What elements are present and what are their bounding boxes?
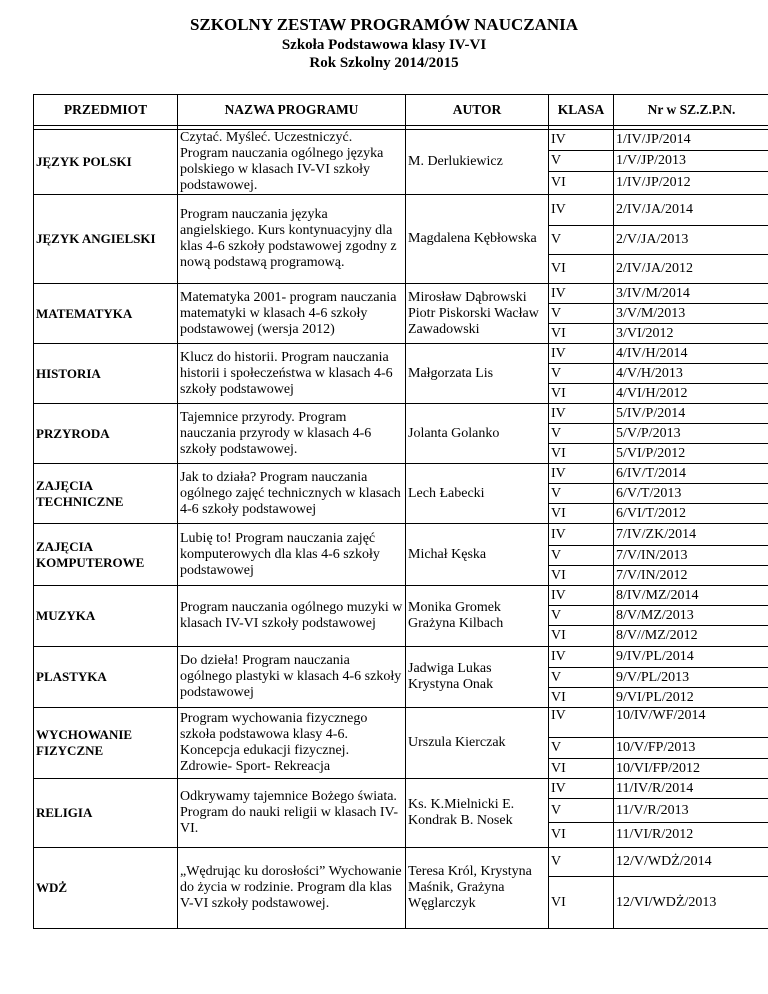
author-cell: Małgorzata Lis: [406, 344, 549, 404]
program-number-cell: 8/V/MZ/2013: [614, 606, 768, 626]
klasa-cell: V: [549, 364, 614, 384]
program-cell: Tajemnice przyrody. Program nauczania przyrody w klasach 4-6 szkoły podstawowej.: [178, 404, 406, 464]
klasa-cell: VI: [549, 626, 614, 647]
program-number-cell: 2/IV/JA/2014: [614, 195, 768, 226]
program-number-cell: 8/V//MZ/2012: [614, 626, 768, 647]
table-row: [34, 195, 768, 226]
program-cell: Odkrywamy tajemnice Bożego świata. Program do nauki religii w klasach IV-VI.: [178, 779, 406, 848]
klasa-cell: VI: [549, 255, 614, 284]
program-number-cell: 7/V/IN/2012: [614, 566, 768, 586]
author-cell: Urszula Kierczak: [406, 708, 549, 779]
subject-cell: JĘZYK ANGIELSKI: [34, 195, 178, 284]
program-cell: Jak to działa? Program nauczania ogólnego zajęć technicznych w klasach 4-6 szkoły podstawowej: [178, 464, 406, 524]
program-cell: Do dzieła! Program nauczania ogólnego plastyki w klasach 4-6 szkoły podstawowej: [178, 647, 406, 708]
program-number-cell: 1/V/JP/2013: [614, 150, 768, 171]
subject-cell: MUZYKA: [34, 586, 178, 647]
klasa-cell: V: [549, 546, 614, 566]
program-cell: Program nauczania ogólnego muzyki w klasach IV-VI szkoły podstawowej: [178, 586, 406, 647]
program-number-cell: 11/VI/R/2012: [614, 823, 768, 848]
klasa-cell: V: [549, 226, 614, 255]
klasa-cell: IV: [549, 130, 614, 151]
program-number-cell: 4/IV/H/2014: [614, 344, 768, 364]
klasa-cell: V: [549, 848, 614, 877]
klasa-cell: VI: [549, 384, 614, 404]
table-row: [34, 464, 768, 484]
table-row: [34, 708, 768, 738]
col-header-subject: PRZEDMIOT: [34, 95, 178, 126]
school-year: Rok Szkolny 2014/2015: [309, 55, 459, 71]
document-title: SZKOLNY ZESTAW PROGRAMÓW NAUCZANIA: [189, 15, 579, 34]
program-number-cell: 10/IV/WF/2014: [614, 708, 768, 738]
author-cell: Teresa Król, Krystyna Maśnik, Grażyna Węglarczyk: [406, 848, 549, 929]
klasa-cell: VI: [549, 504, 614, 524]
col-header-klasa: KLASA: [549, 95, 614, 126]
table-row: [34, 404, 768, 424]
author-cell: M. Derlukiewicz: [406, 130, 549, 195]
table-row: [34, 524, 768, 546]
program-number-cell: 7/IV/ZK/2014: [614, 524, 768, 546]
program-number-cell: 7/V/IN/2013: [614, 546, 768, 566]
table-body: [34, 126, 768, 929]
klasa-cell: V: [549, 799, 614, 823]
table-row: [34, 848, 768, 877]
klasa-cell: VI: [549, 444, 614, 464]
klasa-cell: IV: [549, 344, 614, 364]
subject-cell: ZAJĘCIA TECHNICZNE: [34, 464, 178, 524]
klasa-cell: IV: [549, 586, 614, 606]
subject-cell: ZAJĘCIA KOMPUTEROWE: [34, 524, 178, 586]
klasa-cell: VI: [549, 877, 614, 929]
klasa-cell: V: [549, 606, 614, 626]
subject-cell: RELIGIA: [34, 779, 178, 848]
program-number-cell: 12/V/WDŻ/2014: [614, 848, 768, 877]
program-cell: Program wychowania fizycznego szkoła podstawowa klasy 4-6. Koncepcja edukacji fizycznej. Zdrowie- Sport- Rekreacja: [178, 708, 406, 779]
author-cell: Lech Łabecki: [406, 464, 549, 524]
klasa-cell: IV: [549, 195, 614, 226]
klasa-cell: VI: [549, 823, 614, 848]
table-row: [34, 779, 768, 799]
programs-table: [33, 94, 768, 929]
author-cell: Jadwiga Lukas Krystyna Onak: [406, 647, 549, 708]
klasa-cell: VI: [549, 759, 614, 779]
program-number-cell: 4/V/H/2013: [614, 364, 768, 384]
program-number-cell: 8/IV/MZ/2014: [614, 586, 768, 606]
program-number-cell: 5/V/P/2013: [614, 424, 768, 444]
program-number-cell: 2/V/JA/2013: [614, 226, 768, 255]
klasa-cell: V: [549, 668, 614, 688]
klasa-cell: VI: [549, 171, 614, 194]
klasa-cell: IV: [549, 647, 614, 668]
table-row: [34, 284, 768, 304]
program-cell: „Wędrując ku dorosłości” Wychowanie do życia w rodzinie. Program dla klas V-VI szkoły podstawowej.: [178, 848, 406, 929]
subject-cell: PLASTYKA: [34, 647, 178, 708]
klasa-cell: IV: [549, 779, 614, 799]
program-number-cell: 10/VI/FP/2012: [614, 759, 768, 779]
klasa-cell: V: [549, 304, 614, 324]
program-cell: Czytać. Myśleć. Uczestniczyć. Program nauczania ogólnego języka polskiego w klasach IV-VI szkoły podstawowej.: [178, 130, 406, 195]
klasa-cell: V: [549, 150, 614, 171]
program-number-cell: 10/V/FP/2013: [614, 738, 768, 759]
program-number-cell: 9/VI/PL/2012: [614, 688, 768, 708]
klasa-cell: VI: [549, 566, 614, 586]
program-cell: Program nauczania języka angielskiego. Kurs kontynuacyjny dla klas 4-6 szkoły podstawowej zgodny z nową podstawą programową.: [178, 195, 406, 284]
klasa-cell: V: [549, 424, 614, 444]
klasa-cell: IV: [549, 708, 614, 738]
table-row: [34, 130, 768, 151]
program-cell: Lubię to! Program nauczania zajęć komputerowych dla klas 4-6 szkoły podstawowej: [178, 524, 406, 586]
program-number-cell: 6/IV/T/2014: [614, 464, 768, 484]
author-cell: Mirosław Dąbrowski Piotr Piskorski Wacław Zawadowski: [406, 284, 549, 344]
program-number-cell: 6/V/T/2013: [614, 484, 768, 504]
school-name: Szkoła Podstawowa klasy IV-VI: [281, 37, 487, 53]
program-number-cell: 9/IV/PL/2014: [614, 647, 768, 668]
program-number-cell: 3/VI/2012: [614, 324, 768, 344]
klasa-cell: IV: [549, 524, 614, 546]
subject-cell: PRZYRODA: [34, 404, 178, 464]
klasa-cell: IV: [549, 284, 614, 304]
author-cell: Michał Kęska: [406, 524, 549, 586]
document-header: [0, 10, 768, 72]
subject-cell: WYCHOWANIE FIZYCZNE: [34, 708, 178, 779]
program-number-cell: 4/VI/H/2012: [614, 384, 768, 404]
program-number-cell: 3/IV/M/2014: [614, 284, 768, 304]
program-number-cell: 2/IV/JA/2012: [614, 255, 768, 284]
klasa-cell: VI: [549, 688, 614, 708]
program-number-cell: 5/IV/P/2014: [614, 404, 768, 424]
col-header-program: NAZWA PROGRAMU: [178, 95, 406, 126]
col-header-author: AUTOR: [406, 95, 549, 126]
author-cell: Magdalena Kębłowska: [406, 195, 549, 284]
program-number-cell: 12/VI/WDŻ/2013: [614, 877, 768, 929]
table-row: [34, 344, 768, 364]
table-row: [34, 647, 768, 668]
subject-cell: HISTORIA: [34, 344, 178, 404]
klasa-cell: VI: [549, 324, 614, 344]
program-number-cell: 11/IV/R/2014: [614, 779, 768, 799]
program-number-cell: 1/IV/JP/2014: [614, 130, 768, 151]
col-header-nr: Nr w SZ.Z.P.N.: [614, 95, 768, 126]
subject-cell: MATEMATYKA: [34, 284, 178, 344]
klasa-cell: V: [549, 484, 614, 504]
program-number-cell: 6/VI/T/2012: [614, 504, 768, 524]
subject-cell: WDŻ: [34, 848, 178, 929]
subject-cell: JĘZYK POLSKI: [34, 130, 178, 195]
klasa-cell: V: [549, 738, 614, 759]
program-number-cell: 11/V/R/2013: [614, 799, 768, 823]
klasa-cell: IV: [549, 404, 614, 424]
table-header-row: [34, 95, 768, 126]
program-cell: Klucz do historii. Program nauczania historii i społeczeństwa w klasach 4-6 szkoły podstawowej: [178, 344, 406, 404]
author-cell: Ks. K.Mielnicki E. Kondrak B. Nosek: [406, 779, 549, 848]
table-row: [34, 586, 768, 606]
program-number-cell: 1/IV/JP/2012: [614, 171, 768, 194]
author-cell: Monika Gromek Grażyna Kilbach: [406, 586, 549, 647]
program-number-cell: 9/V/PL/2013: [614, 668, 768, 688]
program-number-cell: 5/VI/P/2012: [614, 444, 768, 464]
author-cell: Jolanta Golanko: [406, 404, 549, 464]
program-number-cell: 3/V/M/2013: [614, 304, 768, 324]
klasa-cell: IV: [549, 464, 614, 484]
program-cell: Matematyka 2001- program nauczania matematyki w klasach 4-6 szkoły podstawowej (wersja 2012): [178, 284, 406, 344]
